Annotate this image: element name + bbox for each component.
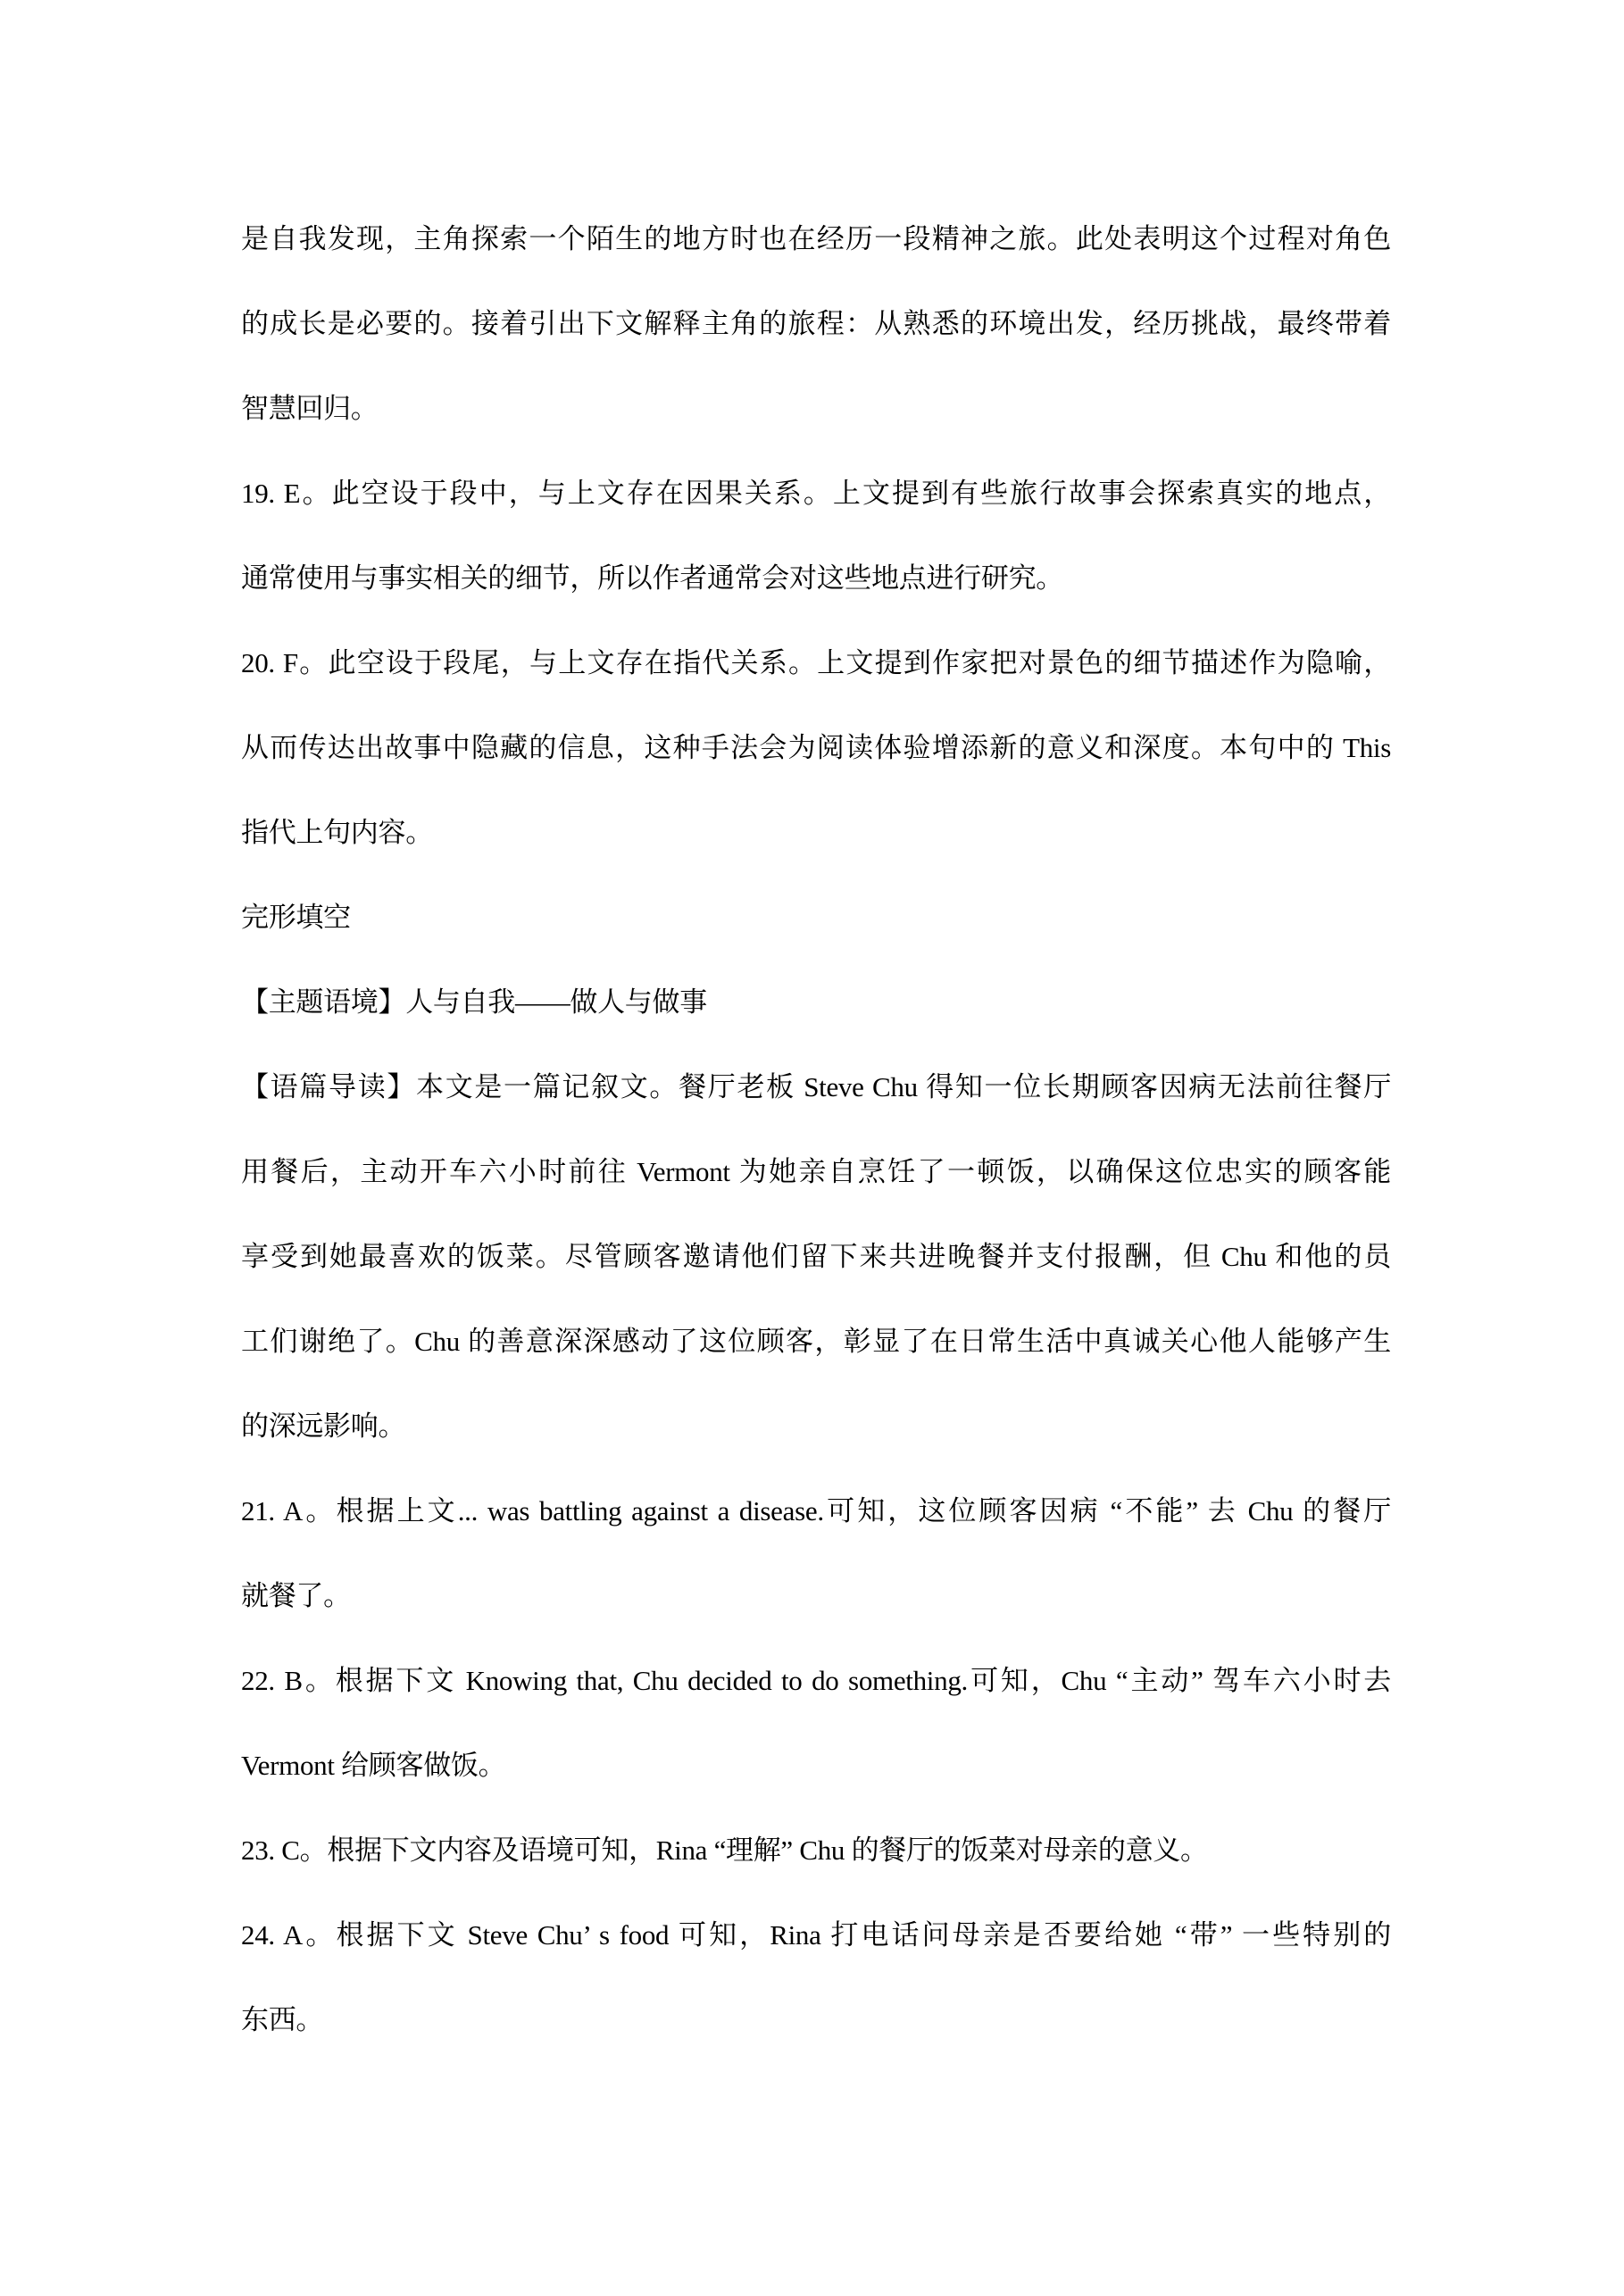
text-line: 23. C。根据下文内容及语境可知，Rina “理解” Chu 的餐厅的饭菜对母亲的意义。 (241, 1834, 1208, 1866)
text-line: 智慧回归。 (241, 393, 379, 424)
text-line: 的成长是必要的。接着引出下文解释主角的旅程：从熟悉的环境出发，经历挑战，最终带着 (241, 308, 1391, 339)
text-line: 20. F。此空设于段尾，与上文存在指代关系。上文提到作家把对景色的细节描述作为隐喻， (241, 647, 1391, 678)
text-line: 【语篇导读】本文是一篇记叙文。餐厅老板 Steve Chu 得知一位长期顾客因病无法前往餐厅 (241, 1071, 1391, 1102)
text-line: 【主题语境】人与自我——做人与做事 (241, 986, 707, 1018)
text-line: 19. E。此空设于段中，与上文存在因果关系。上文提到有些旅行故事会探索真实的地点， (241, 478, 1391, 509)
text-line: 指代上句内容。 (241, 817, 433, 848)
text-line: 24. A。根据下文 Steve Chu’ s food 可知，Rina 打电话问母亲是否要给她 “带” 一些特别的 (241, 1919, 1391, 1951)
text-line: 完形填空 (241, 902, 351, 933)
text-line: 从而传达出故事中隐藏的信息，这种手法会为阅读体验增添新的意义和深度。本句中的 This (241, 732, 1391, 763)
text-line: 就餐了。 (241, 1580, 351, 1611)
text-line: Vermont 给顾客做饭。 (241, 1750, 506, 1781)
text-line: 通常使用与事实相关的细节，所以作者通常会对这些地点进行研究。 (241, 562, 1063, 594)
text-line: 用餐后，主动开车六小时前往 Vermont 为她亲自烹饪了一顿饭，以确保这位忠实的顾客能 (241, 1156, 1391, 1187)
text-line: 的深远影响。 (241, 1410, 406, 1442)
text-line: 享受到她最喜欢的饭菜。尽管顾客邀请他们留下来共进晚餐并支付报酬，但 Chu 和他的员 (241, 1241, 1391, 1272)
text-line: 22. B。根据下文 Knowing that, Chu decided to do something.可知，Chu “主动” 驾车六小时去 (241, 1665, 1391, 1696)
text-line: 东西。 (241, 2004, 324, 2035)
text-line: 21. A。根据上文... was battling against a disease.可知，这位顾客因病 “不能” 去 Chu 的餐厅 (241, 1495, 1391, 1527)
text-line: 是自我发现，主角探索一个陌生的地方时也在经历一段精神之旅。此处表明这个过程对角色 (241, 223, 1391, 254)
text-line: 工们谢绝了。Chu 的善意深深感动了这位顾客，彰显了在日常生活中真诚关心他人能够产生 (241, 1326, 1391, 1357)
document-body (241, 196, 1391, 2062)
